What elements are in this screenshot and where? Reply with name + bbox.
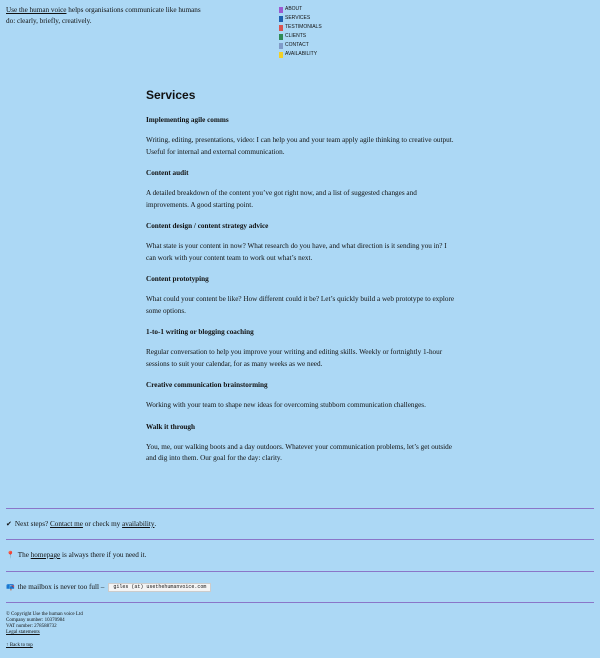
footer-divider: [6, 508, 594, 509]
mailbox-text: the mailbox is never too full –: [17, 583, 105, 591]
nav-label-availability: AVAILABILITY: [285, 51, 318, 57]
service-item: [146, 221, 456, 264]
service-heading: Implementing agile comms: [146, 116, 229, 124]
homepage-link[interactable]: homepage: [30, 551, 61, 559]
nav-swatch-testimonials: [279, 25, 283, 31]
mailbox-icon: 📪: [6, 583, 15, 591]
service-item: [146, 168, 456, 211]
service-heading: Content design / content strategy advice: [146, 222, 269, 230]
service-description: A detailed breakdown of the content you’ve got right now, and a list of suggested changes and improvements. A good starting point.: [146, 189, 417, 209]
footer-divider: [6, 539, 594, 540]
next-steps-line: [6, 519, 156, 529]
site-intro: [6, 5, 206, 26]
footer-divider: [6, 602, 594, 603]
service-description: What state is your content in now? What research do you have, and what direction is it sending you in? I can work with your content team to work out what’s next.: [146, 242, 447, 262]
nav-item-clients[interactable]: [279, 32, 322, 41]
nav-item-contact[interactable]: [279, 41, 322, 50]
site-home-link[interactable]: Use the human voice: [6, 6, 67, 14]
nav-item-services[interactable]: [279, 14, 322, 23]
homepage-line: [6, 550, 146, 560]
legal-statements-link[interactable]: Legal statements: [6, 630, 40, 635]
services-section: [146, 88, 456, 475]
company-number: Company number: 10370984: [6, 618, 65, 623]
mailbox-line: [6, 582, 211, 592]
service-heading: Walk it through: [146, 422, 195, 431]
service-heading: 1-to-1 writing or blogging coaching: [146, 328, 254, 336]
service-description: Regular conversation to help you improve your writing and editing skills. Weekly or fortnightly 1-hour sessions to suit your calendar, for as many weeks as we need.: [146, 348, 443, 368]
service-description: What could your content be like? How different could it be? Let’s quickly build a web prototype to explore some options.: [146, 295, 455, 315]
nav-label-clients: CLIENTS: [285, 33, 307, 39]
legal-info: [6, 612, 83, 636]
main-nav: [279, 5, 322, 59]
email-address: giles (at) usethehumanvoice.com: [108, 583, 211, 592]
service-item: [146, 380, 456, 412]
contact-me-link[interactable]: Contact me: [50, 520, 83, 528]
nav-swatch-contact: [279, 43, 283, 49]
service-item: [146, 327, 456, 370]
copyright-text: © Copyright Use the human voice Ltd: [6, 612, 83, 617]
pin-icon: 📍: [6, 551, 15, 559]
availability-link[interactable]: availability: [122, 520, 155, 528]
nav-item-about[interactable]: [279, 5, 322, 14]
checkmark-icon: ✔: [6, 520, 12, 528]
next-steps-prefix: Next steps?: [14, 520, 49, 528]
site-tagline: helps organisations communicate like humans do: clearly, briefly, creatively.: [6, 6, 201, 25]
vat-number: VAT number: 278588732: [6, 624, 57, 629]
nav-swatch-about: [279, 7, 283, 13]
nav-swatch-services: [279, 16, 283, 22]
nav-label-services: SERVICES: [285, 15, 311, 21]
service-heading: Creative communication brainstorming: [146, 381, 268, 389]
nav-item-availability[interactable]: [279, 50, 322, 59]
nav-label-testimonials: TESTIMONIALS: [285, 24, 322, 30]
homepage-suffix: is always there if you need it.: [62, 551, 147, 559]
next-steps-mid: or check my: [84, 520, 121, 528]
back-to-top-link[interactable]: ↑ Back to top: [6, 643, 33, 648]
nav-label-contact: CONTACT: [285, 42, 309, 48]
service-description: Working with your team to shape new ideas for overcoming stubborn communication challenges.: [146, 401, 426, 409]
next-steps-end: .: [154, 520, 157, 528]
service-item: [146, 115, 456, 158]
footer-divider: [6, 571, 594, 572]
service-heading: Content audit: [146, 169, 189, 177]
service-item: [146, 422, 456, 465]
service-description: You, me, our walking boots and a day outdoors. Whatever your communication problems, let’s get outside and dig into them. Our goal for the day: clarity.: [146, 442, 452, 462]
service-item: [146, 274, 456, 317]
service-description: Writing, editing, presentations, video: I can help you and your team apply agile thinking to creative output. Useful for internal and external communication.: [146, 136, 454, 156]
service-heading: Content prototyping: [146, 275, 209, 283]
page-title: Services: [146, 88, 196, 102]
homepage-prefix: The: [17, 551, 29, 559]
nav-swatch-availability: [279, 52, 283, 58]
nav-swatch-clients: [279, 34, 283, 40]
nav-label-about: ABOUT: [285, 6, 303, 12]
nav-item-testimonials[interactable]: [279, 23, 322, 32]
